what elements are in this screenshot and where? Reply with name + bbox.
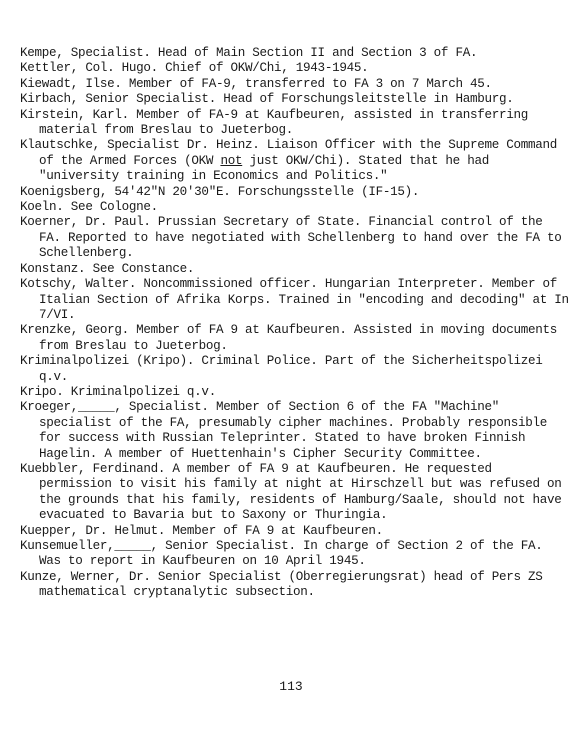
glossary-entry: Kunze, Werner, Dr. Senior Specialist (Oberregierungsrat) head of Pers ZS mathematical cryptanalytic subsection. bbox=[20, 569, 543, 600]
glossary-entry: Koenigsberg, 54'42"N 20'30"E. Forschungsstelle (IF-15). bbox=[20, 184, 420, 199]
glossary-entry: Kirbach, Senior Specialist. Head of Forschungsleitstelle in Hamburg. bbox=[20, 92, 514, 107]
underlined-word: not bbox=[220, 153, 243, 168]
glossary-entry: Kirstein, Karl. Member of FA-9 at Kaufbeuren, assisted in transferring material from Breslau to Jueterbog. bbox=[20, 107, 529, 138]
glossary-entry: Kriminalpolizei (Kripo). Criminal Police. Part of the Sicherheitspolizei q.v. bbox=[20, 354, 543, 384]
glossary-entry bbox=[20, 138, 570, 184]
glossary-entry: Koeln. See Cologne. bbox=[20, 200, 158, 215]
glossary-entries bbox=[20, 46, 570, 601]
entry-text-end: just OKW/Chi). Stated that he had "university training in Economics and Politics." bbox=[39, 153, 489, 184]
glossary-entry: Kripo. Kriminalpolizei q.v. bbox=[20, 384, 216, 399]
glossary-entry: Kettler, Col. Hugo. Chief of OKW/Chi, 1943-1945. bbox=[20, 61, 369, 76]
glossary-entry: Kroeger,_____, Specialist. Member of Section 6 of the FA "Machine" specialist of the FA, presumably cipher machines. Probably responsible for success with Russian Teleprinter. Stated to have broken Finnish Hagelin. A member of Huettenhain's Cipher Security Committee. bbox=[20, 400, 548, 461]
entry-text-start: Klautschke, Specialist Dr. Heinz. Liaison Officer with the Supreme Command of the Armed Forces (OKW bbox=[20, 138, 558, 168]
glossary-entry: Kuebbler, Ferdinand. A member of FA 9 at Kaufbeuren. He requested permission to visit his family at night at Hirschzell but was refused on the grounds that his family, residents of Hamburg/Saale, should not have evacuated to Bavaria but to Saxony or Thuringia. bbox=[20, 461, 562, 523]
glossary-entry: Krenzke, Georg. Member of FA 9 at Kaufbeuren. Assisted in moving documents from Breslau to Jueterbog. bbox=[20, 323, 558, 353]
glossary-entry: Konstanz. See Constance. bbox=[20, 261, 195, 276]
page-number: 113 bbox=[279, 679, 303, 694]
glossary-entry: Kempe, Specialist. Head of Main Section II and Section 3 of FA. bbox=[20, 46, 478, 60]
glossary-entry: Kuepper, Dr. Helmut. Member of FA 9 at Kaufbeuren. bbox=[20, 523, 383, 538]
glossary-entry: Koerner, Dr. Paul. Prussian Secretary of State. Financial control of the FA. Reported to have negotiated with Schellenberg to hand over the FA to Schellenberg. bbox=[20, 215, 562, 261]
glossary-entry: Kunsemueller,_____, Senior Specialist. In charge of Section 2 of the FA. Was to report in Kaufbeuren on 10 April 1945. bbox=[20, 539, 543, 569]
glossary-entry: Kiewadt, Ilse. Member of FA-9, transferred to FA 3 on 7 March 45. bbox=[20, 76, 492, 91]
glossary-entry: Kotschy, Walter. Noncommissioned officer. Hungarian Interpreter. Member of Italian Section of Afrika Korps. Trained in "encoding and decoding" at In 7/VI. bbox=[20, 277, 569, 322]
